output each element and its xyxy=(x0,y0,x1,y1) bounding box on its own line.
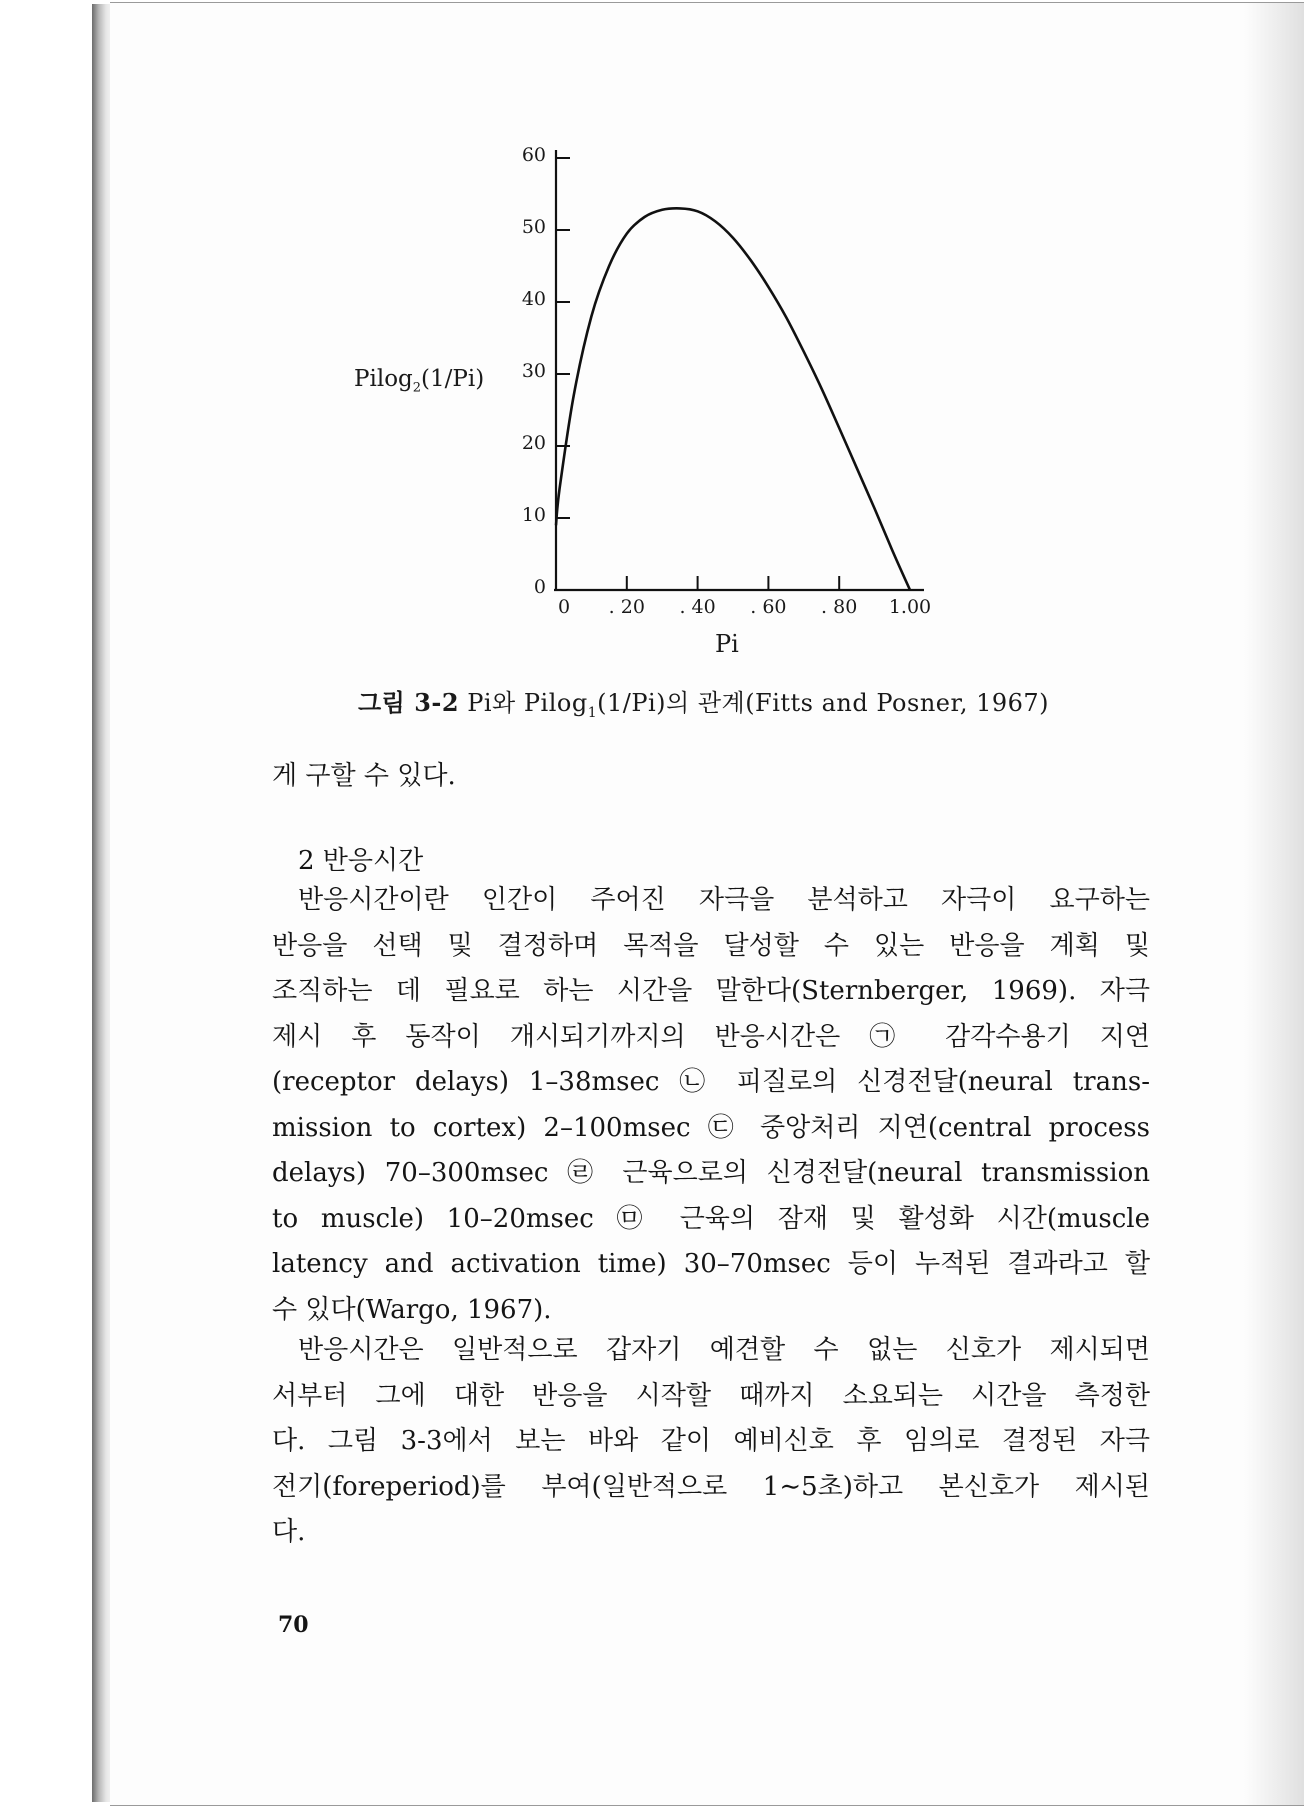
paragraph-line: latency and activation time) 30–70msec 등이 누적된 결과라고 할 xyxy=(272,1249,1150,1279)
paragraph-line: 전기(foreperiod)를 부여(일반적으로 1∼5초)하고 본신호가 제시된 xyxy=(272,1471,1150,1502)
y-tick-label: 40 xyxy=(521,288,546,310)
chart-figure xyxy=(230,128,1050,688)
paragraph-line: 다. xyxy=(272,1517,306,1547)
x-tick-label: . 80 xyxy=(821,596,858,618)
figure-caption: 그림 3-2 Pi와 Pilog$_1$(1/Pi)의 관계(Fitts and Posner, 1967) xyxy=(358,688,1050,721)
paragraph-line: 서부터 그에 대한 반응을 시작할 때까지 소요되는 시간을 측정한 xyxy=(272,1380,1150,1411)
x-tick-label: . 20 xyxy=(608,596,645,618)
paragraph-line: (receptor delays) 1–38msec ㉡ 피질로의 신경전달(neural trans- xyxy=(272,1067,1150,1097)
y-tick-label: 10 xyxy=(521,504,546,526)
x-tick-label: 0 xyxy=(557,596,571,618)
paragraph-line: 수 있다(Wargo, 1967). xyxy=(272,1294,552,1325)
y-axis-label: Pilog$_2$(1/Pi) xyxy=(354,366,485,396)
data-curve xyxy=(556,208,910,590)
y-tick-label: 30 xyxy=(521,360,546,382)
continued-line: 게 구할 수 있다. xyxy=(272,761,456,791)
book-spine xyxy=(92,4,112,1802)
x-axis-label: Pi xyxy=(715,630,739,658)
page-edge-shadow xyxy=(1244,3,1304,1805)
paragraph-line: 다. 그림 3-3에서 보는 바와 같이 예비신호 후 임의로 결정된 자극 xyxy=(272,1426,1150,1456)
chart-plot xyxy=(230,128,1050,628)
section-heading: 2 반응시간 xyxy=(298,846,424,876)
paragraph-line: delays) 70–300msec ㉣ 근육으로의 신경전달(neural transmission xyxy=(272,1158,1150,1188)
paragraph-line: mission to cortex) 2–100msec ㉢ 중앙처리 지연(central process xyxy=(272,1112,1150,1143)
paragraph-line: 반응시간은 일반적으로 갑자기 예견할 수 없는 신호가 제시되면 xyxy=(298,1335,1150,1365)
paragraph-line: to muscle) 10–20msec ㉤ 근육의 잠재 및 활성화 시간(muscle xyxy=(272,1203,1150,1234)
x-tick-label: . 60 xyxy=(750,596,787,618)
paragraph-line: 제시 후 동작이 개시되기까지의 반응시간은 ㉠ 감각수용기 지연 xyxy=(272,1021,1150,1052)
paragraph-line: 반응시간이란 인간이 주어진 자극을 분석하고 자극이 요구하는 xyxy=(298,885,1150,915)
x-tick-label: . 40 xyxy=(679,596,716,618)
y-tick-label: 50 xyxy=(521,216,546,238)
x-tick-label: 1.00 xyxy=(888,596,932,618)
y-tick-label: 20 xyxy=(521,432,546,454)
caption-label: 그림 3-2 xyxy=(358,688,460,717)
paragraph-line: 조직하는 데 필요로 하는 시간을 말한다(Sternberger, 1969). 자극 xyxy=(272,976,1150,1006)
y-tick-label: 60 xyxy=(521,144,546,166)
paragraph-line: 반응을 선택 및 결정하며 목적을 달성할 수 있는 반응을 계획 및 xyxy=(272,930,1150,961)
y-tick-label: 0 xyxy=(533,576,546,598)
page-number: 70 xyxy=(278,1612,309,1638)
x-ticks xyxy=(627,576,839,590)
